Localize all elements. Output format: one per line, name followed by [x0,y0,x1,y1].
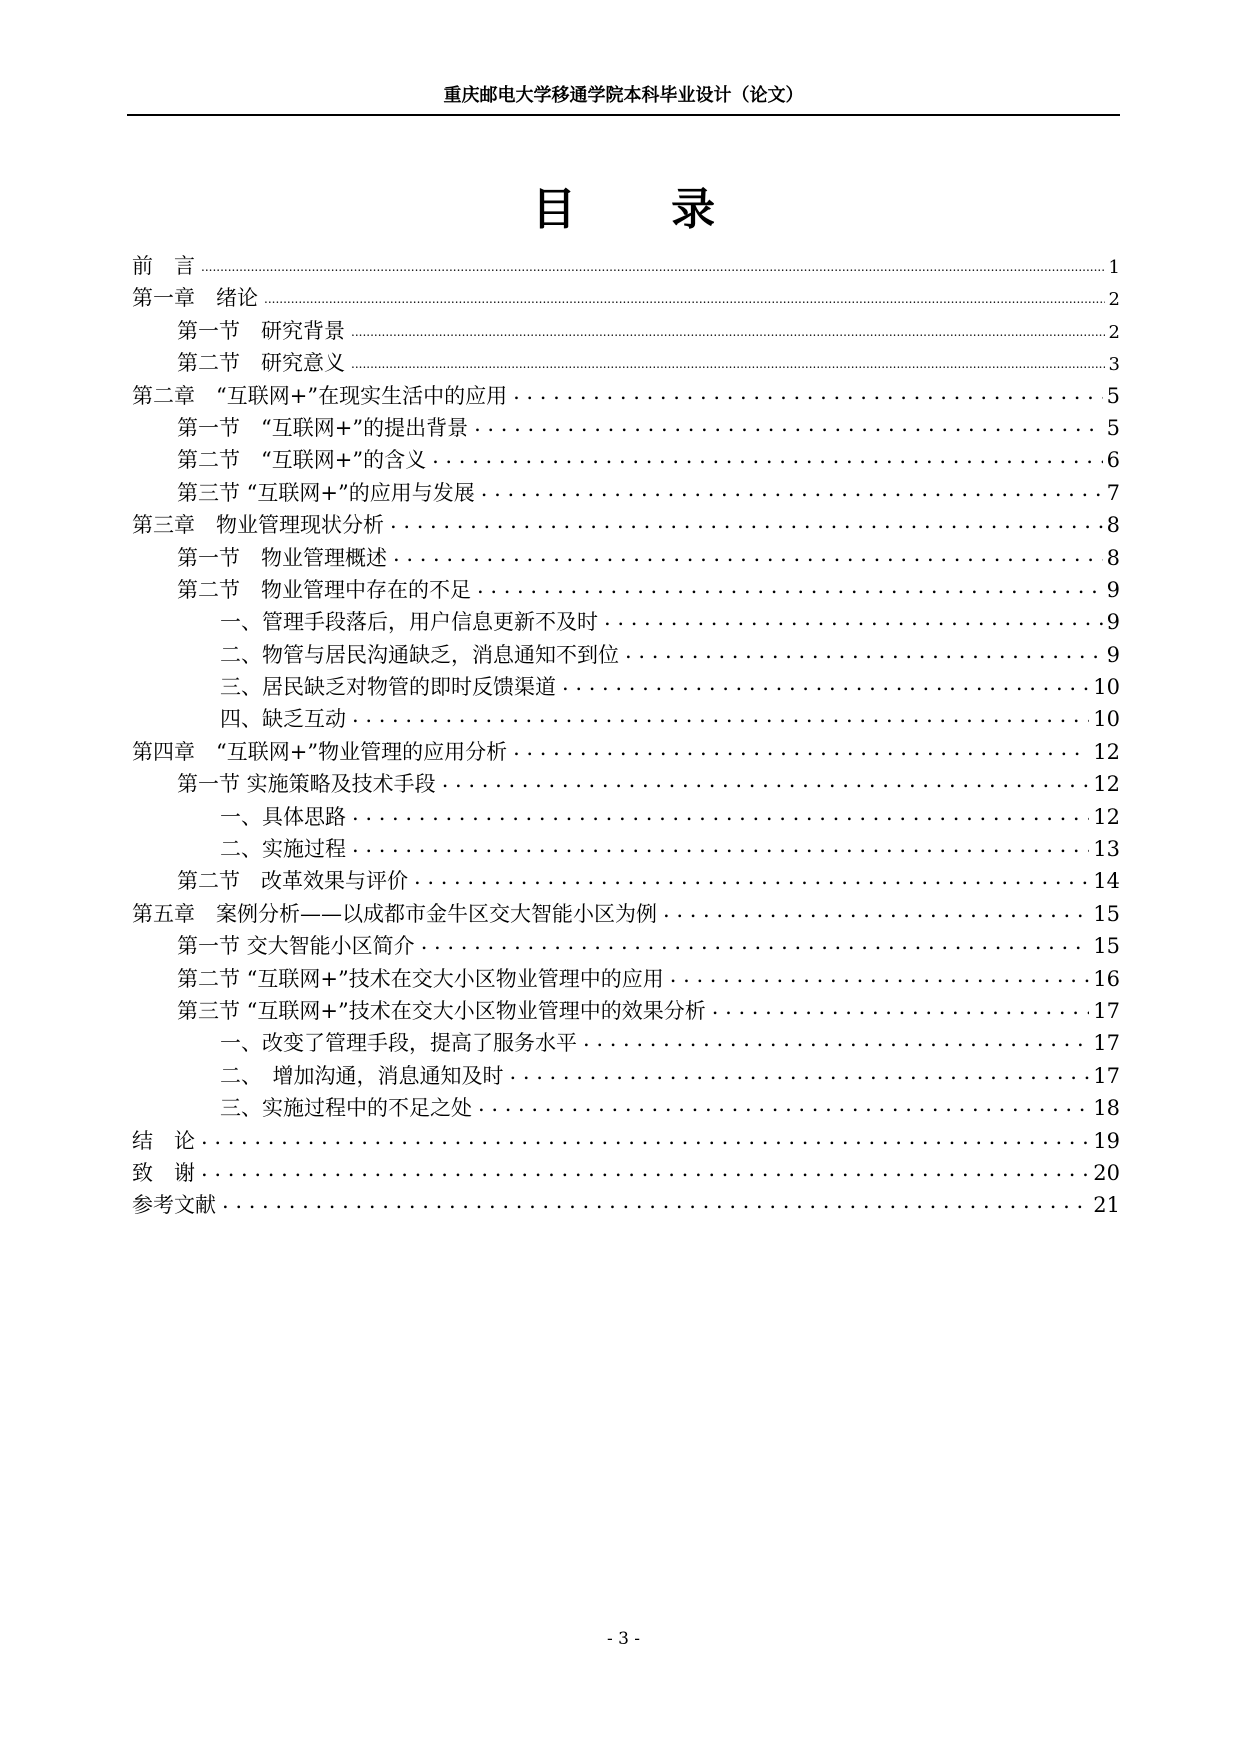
toc-entry[interactable] [132,1189,1120,1221]
toc-entry-page-number: 3 [1108,354,1120,376]
toc-dot-leader [510,1062,1090,1083]
toc-entry-label: 致 谢 [132,1160,195,1185]
toc-entry[interactable] [132,477,1120,509]
toc-dot-leader [712,997,1090,1018]
header-rule [127,114,1120,116]
toc-entry-label: 第二节 改革效果与评价 [177,869,408,894]
toc-dot-leader [481,479,1103,500]
toc-dot-leader [352,803,1089,824]
toc-entry-label: 第四章 “互联网+”物业管理的应用分析 [132,739,508,764]
toc-entry-label: 第二节 研究意义 [177,351,345,376]
toc-entry-page-number: 16 [1093,966,1120,991]
toc-dot-leader [432,446,1103,467]
table-of-contents [132,250,1120,1222]
toc-entry-label: 二、 增加沟通，消息通知及时 [220,1063,504,1088]
toc-entry-label: 第三章 物业管理现状分析 [132,513,384,538]
toc-entry-page-number: 13 [1093,837,1120,862]
toc-entry[interactable] [132,1092,1120,1124]
toc-entry-page-number: 18 [1093,1096,1120,1121]
toc-dot-leader [442,770,1090,791]
toc-dot-leader [264,284,1105,305]
toc-entry[interactable] [132,412,1120,444]
toc-entry[interactable] [132,347,1120,379]
toc-entry[interactable] [132,1125,1120,1157]
toc-entry-label: 一、改变了管理手段，提高了服务水平 [220,1031,577,1056]
toc-entry-page-number: 5 [1106,383,1120,408]
toc-dot-leader [351,317,1105,338]
toc-entry-page-number: 9 [1106,577,1120,602]
toc-dot-leader [414,867,1089,888]
toc-entry[interactable] [132,282,1120,314]
toc-entry[interactable] [132,606,1120,638]
toc-entry-page-number: 19 [1093,1128,1120,1153]
toc-entry[interactable] [132,736,1120,768]
toc-entry[interactable] [132,509,1120,541]
toc-entry[interactable] [132,833,1120,865]
toc-entry[interactable] [132,768,1120,800]
toc-entry[interactable] [132,671,1120,703]
toc-dot-leader [670,965,1090,986]
toc-dot-leader [604,608,1103,629]
toc-entry-page-number: 17 [1093,1031,1120,1056]
toc-entry[interactable] [132,930,1120,962]
toc-entry[interactable] [132,315,1120,347]
toc-entry-page-number: 10 [1093,675,1120,700]
toc-entry-page-number: 14 [1093,869,1120,894]
toc-entry[interactable] [132,1060,1120,1092]
toc-entry-page-number: 17 [1093,1063,1120,1088]
toc-entry-page-number: 15 [1093,934,1120,959]
toc-entry[interactable] [132,639,1120,671]
toc-dot-leader [478,1094,1089,1115]
toc-entry-label: 三、实施过程中的不足之处 [220,1096,472,1121]
toc-dot-leader [201,1159,1089,1180]
toc-dot-leader [201,1127,1089,1148]
toc-entry-page-number: 6 [1106,448,1120,473]
toc-entry-page-number: 9 [1106,642,1120,667]
toc-entry[interactable] [132,444,1120,476]
toc-entry-label: 第二节 物业管理中存在的不足 [177,577,471,602]
toc-entry-label: 一、具体思路 [220,804,346,829]
toc-dot-leader [562,673,1089,694]
toc-entry-label: 四、缺乏互动 [220,707,346,732]
toc-entry-label: 第一章 绪论 [132,286,258,311]
toc-dot-leader [625,641,1103,662]
toc-entry-page-number: 1 [1108,257,1120,278]
toc-entry-page-number: 2 [1108,321,1120,343]
toc-entry-page-number: 17 [1093,998,1120,1023]
toc-dot-leader [474,414,1103,435]
toc-entry-page-number: 12 [1093,804,1120,829]
toc-entry-page-number: 8 [1106,513,1120,538]
running-header: 重庆邮电大学移通学院本科毕业设计（论文） [443,85,804,106]
toc-dot-leader [583,1029,1089,1050]
toc-entry-page-number: 7 [1106,480,1120,505]
toc-dot-leader [222,1191,1089,1212]
toc-entry[interactable] [132,865,1120,897]
toc-entry-page-number: 15 [1093,901,1120,926]
toc-dot-leader [352,705,1089,726]
toc-entry-page-number: 5 [1106,415,1120,440]
toc-dot-leader [390,511,1103,532]
toc-entry[interactable] [132,250,1120,282]
toc-dot-leader [663,900,1089,921]
toc-entry-label: 第一节 交大智能小区简介 [177,934,415,959]
toc-dot-leader [513,738,1089,759]
toc-entry-label: 第二章 “互联网+”在现实生活中的应用 [132,383,508,408]
toc-entry-label: 第二节 “互联网+”的含义 [177,448,427,473]
toc-entry-label: 前 言 [132,254,195,278]
toc-entry-label: 第五章 案例分析——以成都市金牛区交大智能小区为例 [132,901,657,926]
toc-entry-label: 三、居民缺乏对物管的即时反馈渠道 [220,675,556,700]
toc-entry[interactable] [132,898,1120,930]
toc-dot-leader [477,576,1103,597]
page-title: 目 录 [531,184,756,235]
toc-entry-label: 第一节 “互联网+”的提出背景 [177,415,469,440]
toc-dot-leader [352,835,1089,856]
toc-dot-leader [393,544,1103,565]
toc-entry[interactable] [132,963,1120,995]
toc-entry-label: 第二节 “互联网+”技术在交大小区物业管理中的应用 [177,966,664,991]
toc-entry[interactable] [132,380,1120,412]
page-number: - 3 - [606,1629,641,1649]
toc-entry-label: 第一节 物业管理概述 [177,545,387,570]
toc-entry-page-number: 10 [1093,707,1120,732]
toc-dot-leader [421,932,1090,953]
toc-entry[interactable] [132,1157,1120,1189]
toc-entry-label: 第一节 研究背景 [177,318,345,343]
toc-entry[interactable] [132,995,1120,1027]
toc-entry-page-number: 8 [1106,545,1120,570]
toc-entry-label: 参考文献 [132,1193,216,1218]
toc-entry-label: 结 论 [132,1128,195,1153]
toc-entry-page-number: 12 [1093,739,1120,764]
toc-entry-label: 第三节 “互联网+”的应用与发展 [177,480,475,505]
toc-dot-leader [513,382,1103,403]
toc-entry[interactable] [132,542,1120,574]
toc-entry-label: 二、实施过程 [220,837,346,862]
toc-entry-page-number: 2 [1108,289,1120,311]
toc-entry-label: 第三节 “互联网+”技术在交大小区物业管理中的效果分析 [177,998,706,1023]
toc-entry[interactable] [132,703,1120,735]
toc-entry-page-number: 9 [1106,610,1120,635]
toc-entry[interactable] [132,1027,1120,1059]
toc-entry-page-number: 12 [1093,772,1120,797]
toc-entry[interactable] [132,574,1120,606]
toc-entry[interactable] [132,801,1120,833]
toc-entry-page-number: 21 [1093,1193,1120,1218]
toc-entry-label: 一、管理手段落后，用户信息更新不及时 [220,610,598,635]
toc-entry-label: 第一节 实施策略及技术手段 [177,772,436,797]
toc-entry-label: 二、物管与居民沟通缺乏，消息通知不到位 [220,642,619,667]
toc-dot-leader [351,349,1105,370]
toc-dot-leader [201,252,1105,273]
toc-entry-page-number: 20 [1093,1160,1120,1185]
